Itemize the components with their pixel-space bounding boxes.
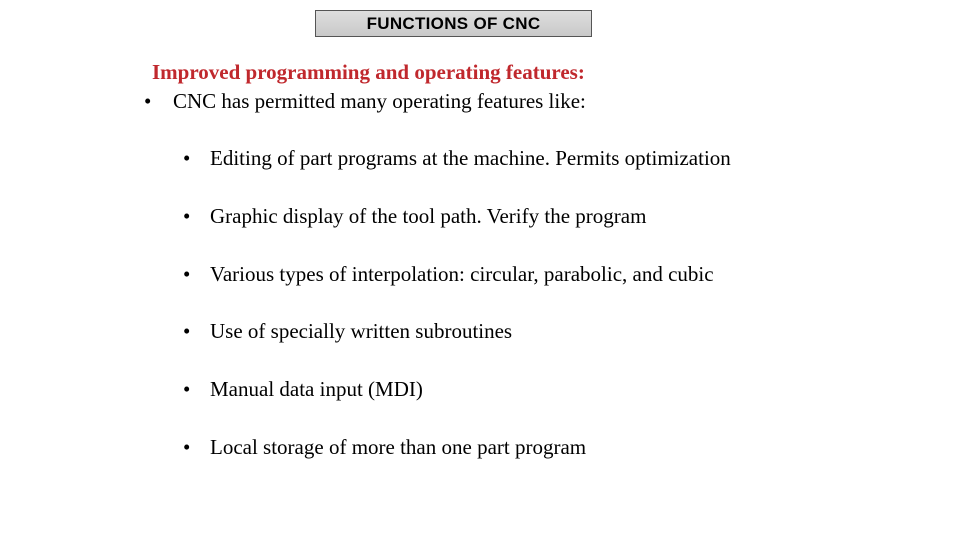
bullet-icon: •	[183, 146, 191, 170]
list-item	[183, 377, 731, 435]
section-subheading: Improved programming and operating features:	[152, 60, 585, 84]
intro-text: CNC has permitted many operating features like:	[173, 89, 586, 113]
feature-text: Graphic display of the tool path. Verify the program	[210, 203, 647, 228]
feature-text: Manual data input (MDI)	[210, 377, 423, 402]
list-item	[183, 262, 731, 320]
feature-text: Editing of part programs at the machine. Permits optimization	[210, 146, 731, 170]
intro-bullet	[144, 89, 586, 114]
feature-text: Local storage of more than one part program	[210, 434, 587, 459]
bullet-icon: •	[183, 261, 191, 286]
bullet-icon: •	[183, 319, 191, 344]
list-item	[183, 435, 731, 493]
bullet-icon: •	[144, 89, 152, 113]
feature-text: Various types of interpolation: circular, parabolic, and cubic	[210, 261, 714, 286]
bullet-icon: •	[183, 434, 191, 459]
bullet-icon: •	[183, 203, 191, 228]
bullet-icon: •	[183, 377, 191, 402]
list-item	[183, 204, 731, 262]
feature-text: Use of specially written subroutines	[210, 319, 513, 344]
list-item	[183, 146, 731, 204]
list-item	[183, 319, 731, 377]
slide-title: FUNCTIONS OF CNC	[315, 10, 592, 37]
feature-list	[183, 146, 731, 493]
